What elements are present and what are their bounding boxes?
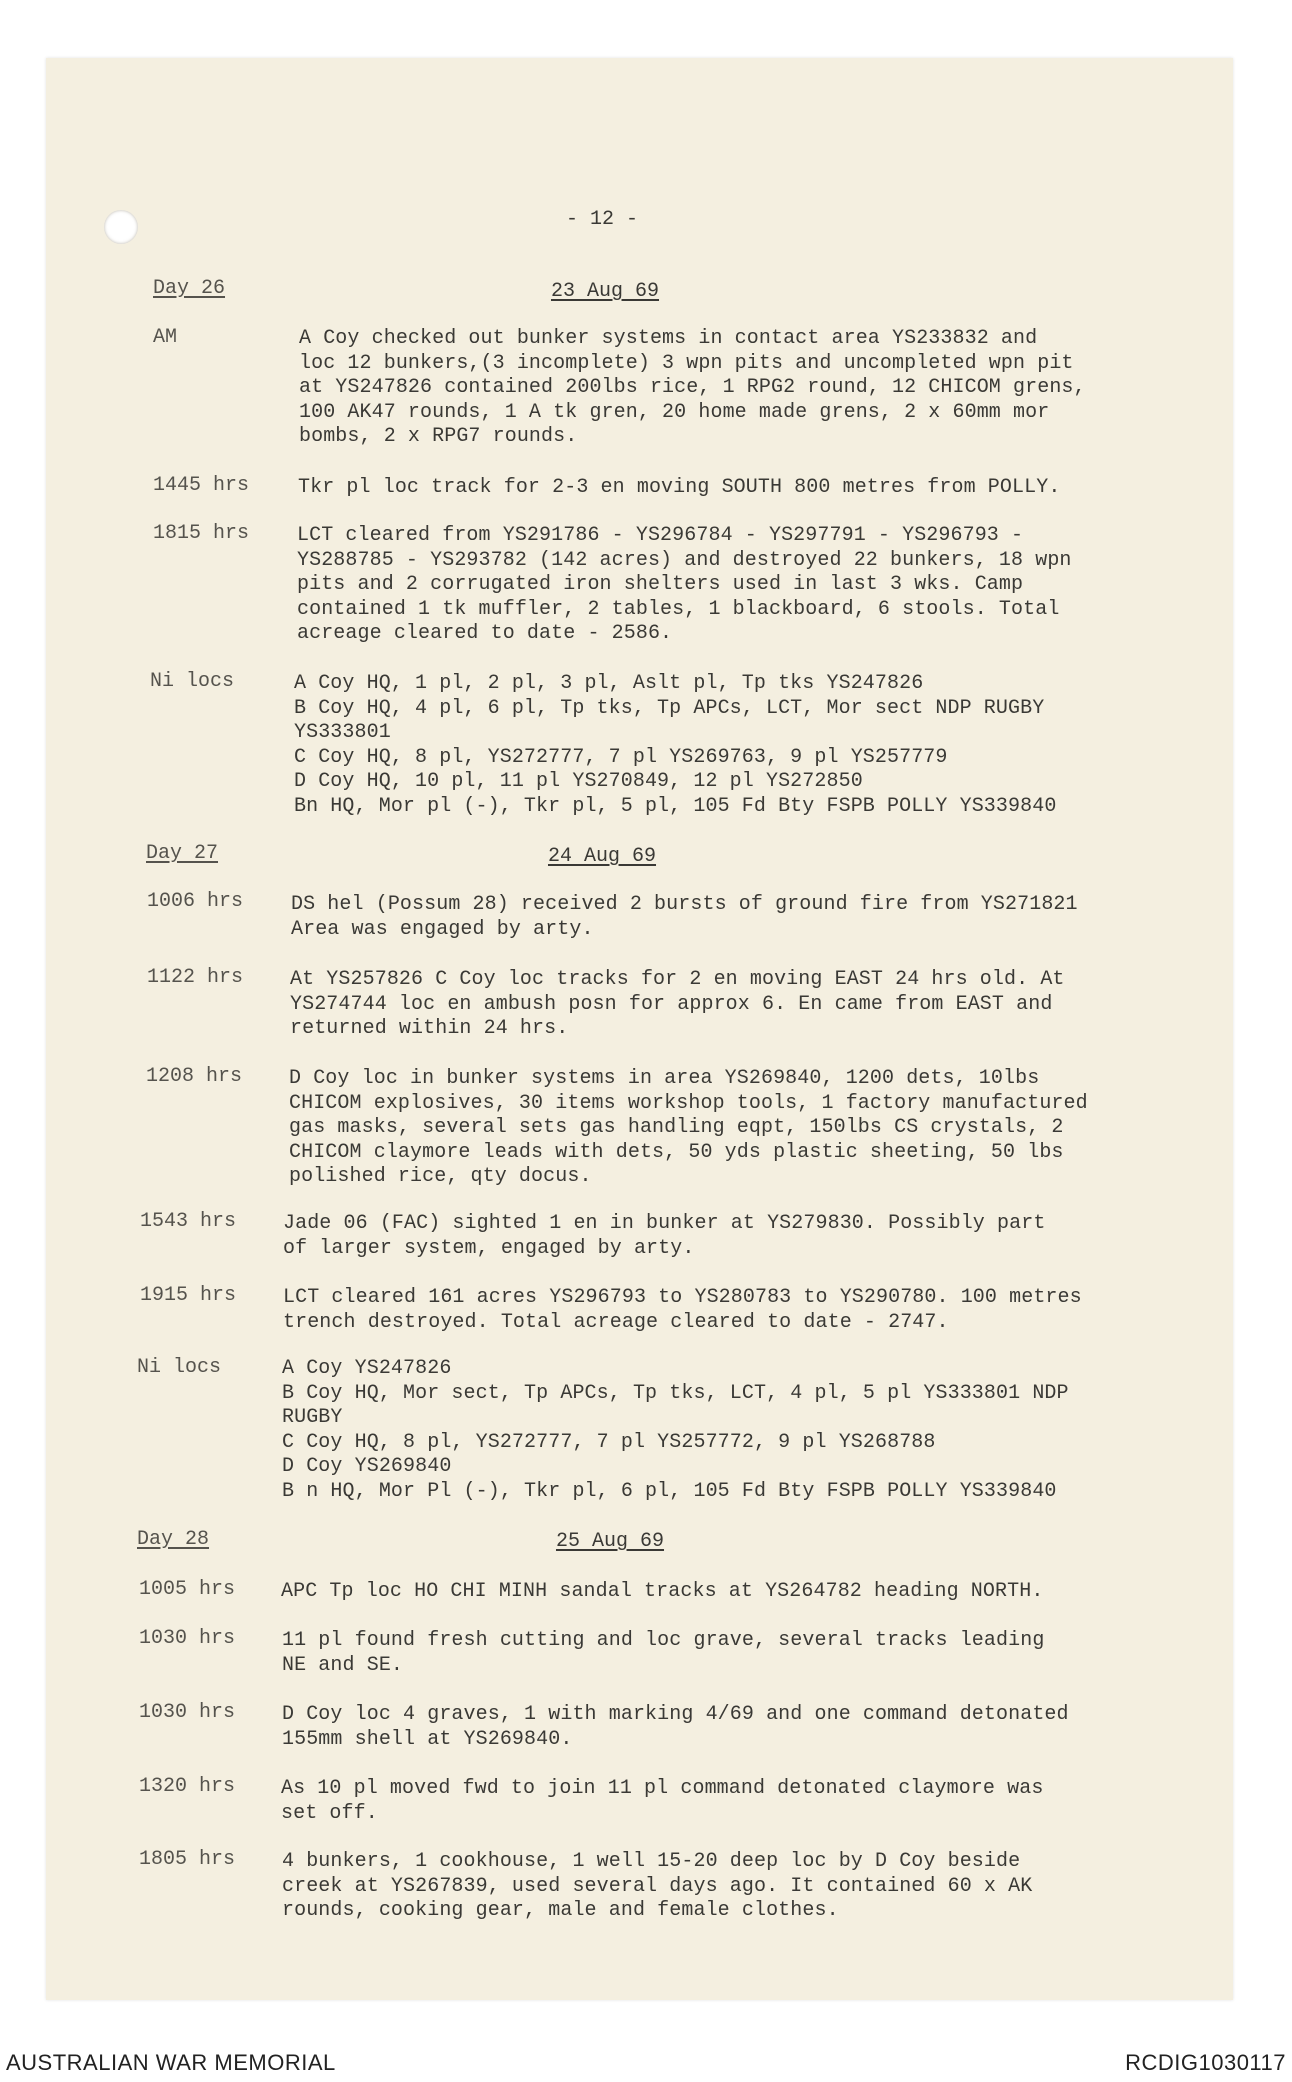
entry-time: 1006 hrs — [147, 890, 244, 913]
page-number: - 12 - — [565, 208, 638, 231]
day-heading: Day 27 — [146, 842, 219, 865]
entry-text: A Coy HQ, 1 pl, 2 pl, 3 pl, Aslt pl, Tp tks YS247826 B Coy HQ, 4 pl, 6 pl, Tp tks, Tp APCs, LCT, Mor sect NDP RUGBY YS333801 C Coy HQ, 8 pl, YS272777, 7 pl YS269763, 9 pl YS257779 D Coy HQ, 10 pl, 11 pl YS270849, 12 pl YS272850 Bn HQ, Mor pl (-), Tkr pl, 5 pl, 105 Fd Bty FSPB POLLY YS339840 — [294, 672, 1057, 818]
entry-text: 4 bunkers, 1 cookhouse, 1 well 15-20 deep loc by D Coy beside creek at YS267839, used several days ago. It contained 60 x AK rounds, cooking gear, male and female clothes. — [282, 1850, 1033, 1922]
entry-text: LCT cleared from YS291786 - YS296784 - YS297791 - YS296793 - YS288785 - YS293782 (142 acres) and destroyed 22 bunkers, 18 wpn pits and 2 corrugated iron shelters used in last 3 wks. Camp contained 1 tk muffler, 2 tables, 1 blackboard, 6 stools. Total acreage cleared to date - 2586. — [297, 524, 1072, 645]
entry-text: APC Tp loc HO CHI MINH sandal tracks at YS264782 heading NORTH. — [281, 1580, 1044, 1603]
date-heading: 25 Aug 69 — [555, 1530, 665, 1553]
entry-time: 1030 hrs — [139, 1701, 236, 1724]
entry-time: 1815 hrs — [153, 522, 250, 545]
date-heading: 23 Aug 69 — [550, 280, 660, 303]
entry-text: D Coy loc in bunker systems in area YS269840, 1200 dets, 10lbs CHICOM explosives, 30 items workshop tools, 1 factory manufactured gas masks, several sets gas handling eqpt, 150lbs CS crystals, 2 CHICOM claymore leads with dets, 50 yds plastic sheeting, 50 lbs polished rice, qty docus. — [289, 1067, 1088, 1188]
entry-time: AM — [153, 326, 178, 349]
footer-record-id: RCDIG1030117 — [1125, 2050, 1286, 2075]
entry-time: Ni locs — [137, 1356, 222, 1379]
entry-text: DS hel (Possum 28) received 2 bursts of ground fire from YS271821 Area was engaged by arty. — [291, 893, 1078, 941]
entry-time: 1320 hrs — [139, 1775, 236, 1798]
entry-time: 1445 hrs — [153, 474, 250, 497]
entry-text: D Coy loc 4 graves, 1 with marking 4/69 and one command detonated 155mm shell at YS269840. — [282, 1703, 1069, 1751]
entry-time: 1208 hrs — [146, 1065, 243, 1088]
footer-institution: AUSTRALIAN WAR MEMORIAL — [6, 2050, 336, 2075]
date-heading: 24 Aug 69 — [547, 845, 657, 868]
entry-text: 11 pl found fresh cutting and loc grave, several tracks leading NE and SE. — [282, 1629, 1045, 1677]
entry-time: 1005 hrs — [139, 1578, 236, 1601]
entry-time: 1915 hrs — [140, 1284, 237, 1307]
entry-text: LCT cleared 161 acres YS296793 to YS280783 to YS290780. 100 metres trench destroyed. Total acreage cleared to date - 2747. — [283, 1286, 1082, 1334]
entry-time: 1122 hrs — [147, 966, 244, 989]
entry-time: 1805 hrs — [139, 1848, 236, 1871]
entry-time: Ni locs — [150, 670, 235, 693]
entry-text: At YS257826 C Coy loc tracks for 2 en moving EAST 24 hrs old. At YS274744 loc en ambush posn for approx 6. En came from EAST and returned within 24 hrs. — [290, 968, 1065, 1040]
entry-time: 1030 hrs — [139, 1627, 236, 1650]
entry-text: As 10 pl moved fwd to join 11 pl command detonated claymore was set off. — [281, 1777, 1044, 1825]
entry-time: 1543 hrs — [140, 1210, 237, 1233]
entry-text: A Coy checked out bunker systems in contact area YS233832 and loc 12 bunkers,(3 incomplete) 3 wpn pits and uncompleted wpn pit at YS247826 contained 200lbs rice, 1 RPG2 round, 12 CHICOM grens, 100 AK47 rounds, 1 A tk gren, 20 home made grens, 2 x 60mm mor bombs, 2 x RPG7 rounds. — [299, 327, 1086, 448]
entry-text: Jade 06 (FAC) sighted 1 en in bunker at YS279830. Possibly part of larger system, engaged by arty. — [283, 1212, 1046, 1260]
entry-text: A Coy YS247826 B Coy HQ, Mor sect, Tp APCs, Tp tks, LCT, 4 pl, 5 pl YS333801 NDP RUGBY C Coy HQ, 8 pl, YS272777, 7 pl YS257772, 9 pl YS268788 D Coy YS269840 B n HQ, Mor Pl (-), Tkr pl, 6 pl, 105 Fd Bty FSPB POLLY YS339840 — [282, 1357, 1069, 1503]
punch-hole — [104, 210, 138, 244]
day-heading: Day 28 — [137, 1528, 210, 1551]
day-heading: Day 26 — [153, 277, 226, 300]
entry-text: Tkr pl loc track for 2-3 en moving SOUTH 800 metres from POLLY. — [298, 476, 1061, 499]
